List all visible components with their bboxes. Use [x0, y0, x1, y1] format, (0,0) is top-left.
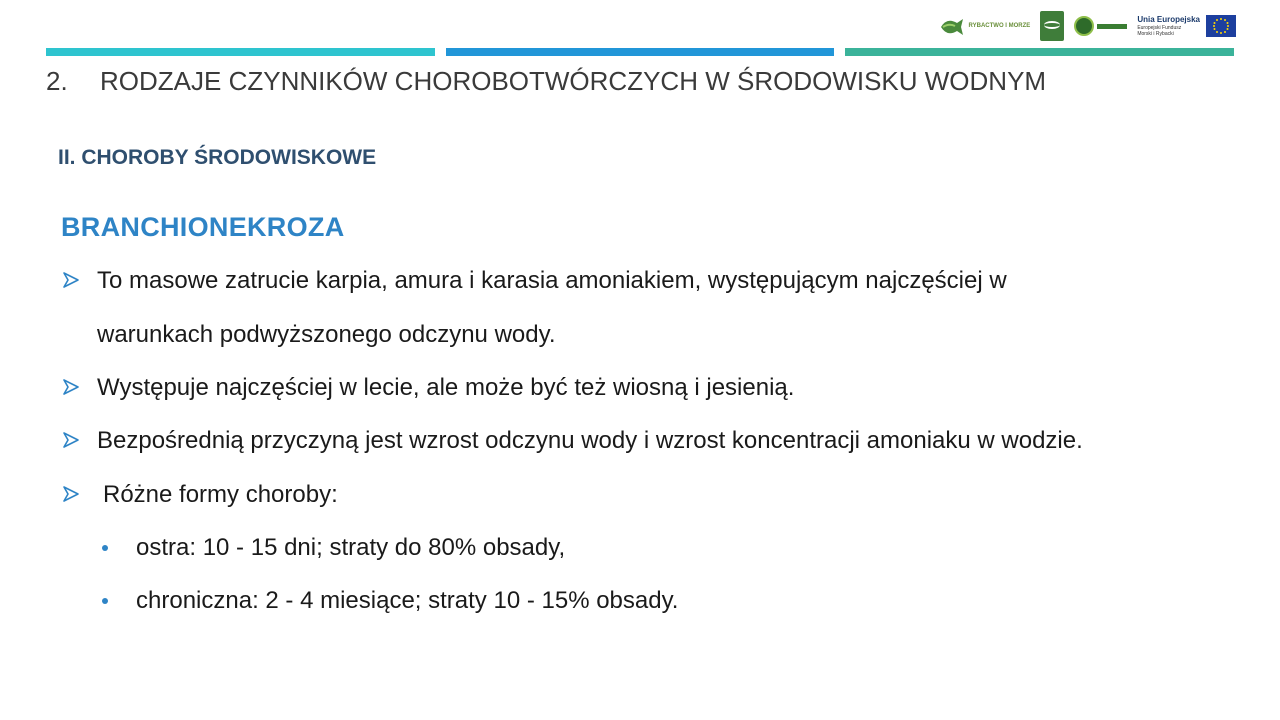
rybactwo-logo [939, 15, 1031, 37]
eu-flag-icon [1206, 15, 1236, 37]
fish-icon [939, 15, 965, 37]
eu-logo [1137, 15, 1236, 37]
heading-number: 2. [46, 66, 68, 96]
section-subheading: II. CHOROBY ŚRODOWISKOWE [58, 146, 377, 169]
bullet-text: Różne formy choroby: [103, 481, 338, 508]
slide-heading [46, 66, 1046, 97]
header-bar-green [845, 48, 1234, 56]
rybactwo-logo-text: RYBACTWO I MORZE [968, 22, 1031, 29]
bullet-text: To masowe zatrucie karpia, amura i karasia amoniakiem, występującym najczęściej w [97, 267, 1007, 294]
sub-bullet-text: ostra: 10 - 15 dni; straty do 80% obsady, [136, 534, 566, 561]
bullet-text: Bezpośrednią przyczyną jest wzrost odczynu wody i wzrost koncentracji amoniaku w wodzie. [97, 427, 1083, 454]
eu-logo-sub1: Europejski Fundusz [1137, 25, 1182, 31]
header-bar-teal [46, 48, 435, 56]
program-logo-emblem [1074, 16, 1094, 36]
disease-title: BRANCHIONEKROZA [61, 212, 345, 242]
program-logo [1074, 16, 1127, 36]
arrow-bullet-icon [62, 485, 80, 503]
sub-bullet-text: chroniczna: 2 - 4 miesiące; straty 10 - 15% obsady. [136, 587, 679, 614]
heading-text: RODZAJE CZYNNIKÓW CHOROBOTWÓRCZYCH W ŚRODOWISKU WODNYM [100, 66, 1047, 96]
eu-logo-text [1137, 15, 1200, 37]
logo-strip [939, 8, 1236, 44]
eu-logo-title: Unia Europejska [1137, 15, 1200, 24]
bullet-text: Występuje najczęściej w lecie, ale może być też wiosną i jesienią. [97, 374, 795, 401]
arrow-bullet-icon [62, 271, 80, 289]
bullet-text-continuation: warunkach podwyższonego odczynu wody. [97, 321, 556, 348]
arrow-bullet-icon [62, 431, 80, 449]
program-logo-bar [1097, 24, 1127, 29]
header-bar-blue [446, 48, 834, 56]
arrow-bullet-icon [62, 378, 80, 396]
dot-bullet-icon [102, 598, 108, 604]
eu-logo-sub2: Morski i Rybacki [1137, 31, 1174, 37]
arimr-logo [1040, 11, 1064, 41]
dot-bullet-icon [102, 545, 108, 551]
